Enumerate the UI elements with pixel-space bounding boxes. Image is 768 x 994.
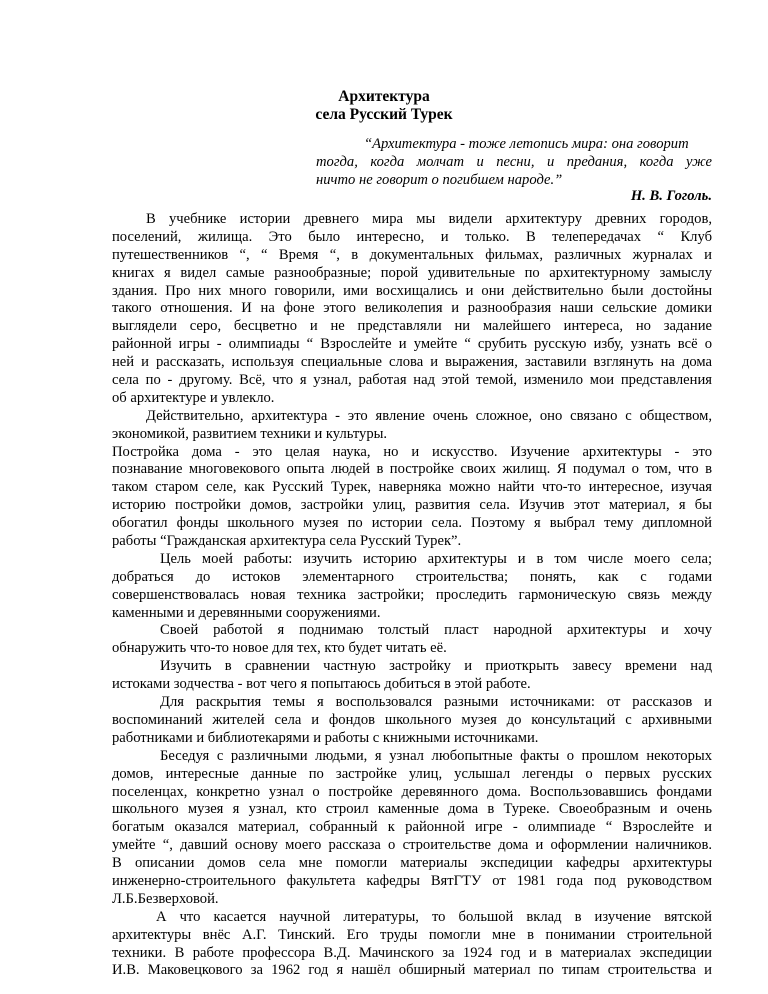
body-line: Действительно, архитектура - это явление очень сложное, оно связано с обществом, xyxy=(146,407,712,424)
body-text xyxy=(112,211,712,980)
body-line: В учебнике истории древнего мира мы видели архитектуру древних городов, xyxy=(146,211,712,227)
body-line: истоками зодчества - вот чего я попытаюсь добиться в этой работе. xyxy=(112,676,531,693)
body-line: работниками и библиотекарями и работы с книжными источниками. xyxy=(112,729,539,746)
body-line: архитектуры внёс А.Г. Тинский. Его труды помогли мне в понимании строительной xyxy=(112,926,712,943)
body-line: богатым оказался материал, собранный к районной игре - олимпиаде “ Взрослейте и xyxy=(112,819,712,836)
epigraph xyxy=(316,135,712,189)
body-line: поселений, жилища. Это было интересно, и только. В телепередачах “ Клуб xyxy=(112,228,712,245)
body-line: каменными и деревянными сооружениями. xyxy=(112,604,381,621)
body-line: села по - другому. Всё, что я узнал, работая над этой темой, изменило мои представления xyxy=(112,372,712,389)
body-line: Беседуя с различными людьми, я узнал любопытные факты о прошлом некоторых xyxy=(160,747,712,764)
body-line: Цель моей работы: изучить историю архитектуры и в том числе моего села; xyxy=(160,550,712,567)
body-line: воспоминаний жителей села и фондов школьного музея до консультаций с архивными xyxy=(112,711,712,728)
body-line: такого отношения. И на фоне этого великолепия и разнообразия наши сельские домики xyxy=(112,300,712,317)
body-line: И.В. Маковецкового за 1962 год я нашёл обширный материал по типам строительства и xyxy=(112,962,712,979)
body-line: книгах я видел самые разнообразные; порой удивительные по архитектурному замыслу xyxy=(112,264,712,281)
body-line: совершенствовалась новая техника застройки; проследить гармоническую связь между xyxy=(112,586,712,603)
body-line: познавание многовекового опыта людей в постройке своих жилищ. Я подумал о том, что в xyxy=(112,461,712,478)
body-line: Л.Б.Безверховой. xyxy=(112,890,219,907)
body-line: выглядели серо, бесцветно и не представляли ни малейшего интереса, но задание xyxy=(112,318,712,335)
body-line: Своей работой я поднимаю толстый пласт народной архитектуры и хочу xyxy=(160,622,712,639)
body-line: здания. Про них много говорили, ими восхищались и они действительно были достойны xyxy=(112,282,712,299)
epigraph-line: “Архитектура - тоже летопись мира: она говорит xyxy=(364,136,689,152)
body-line: техники. В работе профессора В.Д. Мачинского за 1924 год и в материалах экспедиции xyxy=(112,944,712,961)
body-line: обнаружить что-то новое для тех, кто будет читать её. xyxy=(112,640,447,657)
document-title-line-2: села Русский Турек xyxy=(315,106,453,123)
body-line: ней и рассказать, используя специальные слова и выражения, заставили взглянуть на дома xyxy=(112,354,712,371)
body-line: инженерно-строительного факультета кафедры ВятГТУ от 1981 года под руководством xyxy=(112,872,712,889)
body-line: умейте “, давший основу моего рассказа о строительстве дома и оформлении наличников. xyxy=(112,837,712,854)
body-line: школьного музея я узнал, кто строил каменные дома в Туреке. Своеобразным и очень xyxy=(112,801,712,818)
body-line: экономикой, развитием техники и культуры. xyxy=(112,425,388,442)
body-line: домов, интересные данные по застройке улиц, услышал легенды о первых русских xyxy=(112,765,712,782)
body-line: А что касается научной литературы, то большой вклад в изучение вятской xyxy=(156,908,712,925)
epigraph-line: тогда, когда молчат и песни, и предания, когда уже xyxy=(316,154,712,170)
body-line: путешественников “, “ Время “, в документальных фильмах, различных журналах и xyxy=(112,246,712,263)
body-line: добраться до истоков элементарного строительства; понять, как с годами xyxy=(112,568,712,585)
epigraph-author: Н. В. Гоголь. xyxy=(630,188,712,204)
body-line: Постройка дома - это целая наука, но и искусство. Изучение архитектуры - это xyxy=(112,443,712,460)
body-line: В описании домов села мне помогли материалы экспедиции кафедры архитектуры xyxy=(112,855,712,872)
body-line: таком старом селе, как Русский Турек, наверняка можно найти что-то интересное, изучая xyxy=(112,479,712,496)
body-line: об архитектуре и увлекло. xyxy=(112,389,275,406)
document-title-line-1: Архитектура xyxy=(338,88,430,105)
body-line: обогатил фонды школьного музея по истории села. Поэтому я выбрал тему дипломной xyxy=(112,515,712,532)
body-line: работы “Гражданская архитектура села Русский Турек”. xyxy=(112,533,462,550)
body-line: районной игры - олимпиады “ Взрослейте и умейте “ срубить русскую избу, узнать всё о xyxy=(112,336,712,353)
body-line: историю постройки домов, застройки улиц, развития села. Изучив этот материал, я бы xyxy=(112,497,712,514)
body-line: Изучить в сравнении частную застройку и приоткрыть завесу времени над xyxy=(160,658,712,675)
body-line: Для раскрытия темы я воспользовался разными источниками: от рассказов и xyxy=(160,694,712,711)
body-line: поселенцах, конкретно узнал о постройке деревянного дома. Воспользовавшись фондами xyxy=(112,783,712,800)
epigraph-line: ничто не говорит о погибшем народе.” xyxy=(316,172,563,188)
